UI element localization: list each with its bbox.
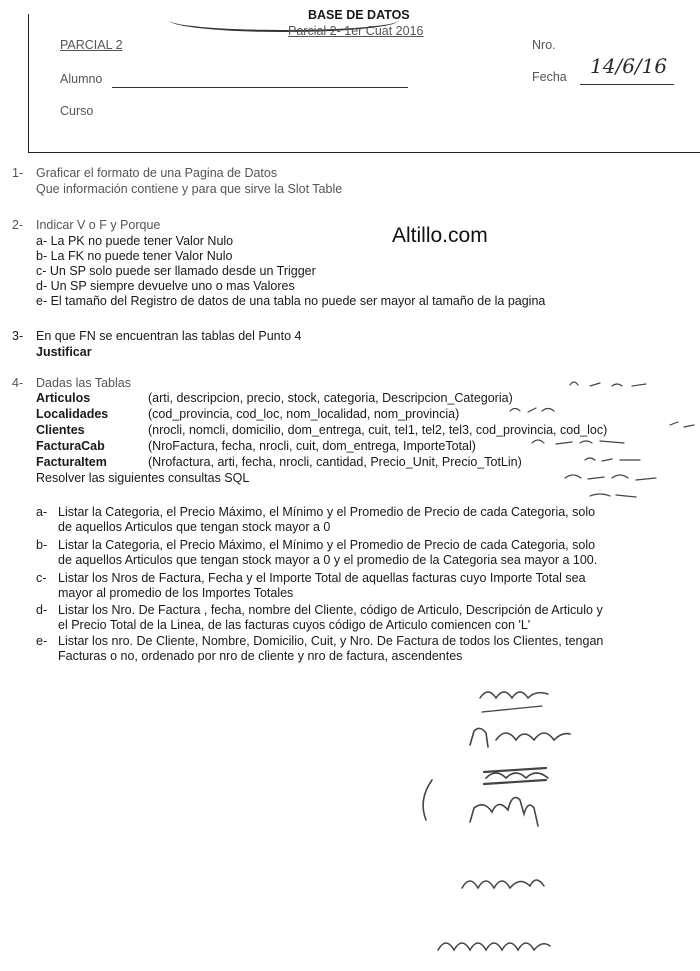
table-cols-clientes: (nrocli, nomcli, domicilio, dom_entrega, cuit, tel1, tel2, tel3, cod_provincia, cod_loc) <box>148 423 608 437</box>
query-c-line1: Listar los Nros de Factura, Fecha y el Importe Total de aquellas facturas cuyo Importe Total sea <box>58 571 586 585</box>
query-b-line2: de aquellos Articulos que tengan stock mayor a 0 y el promedio de la Categoria sea mayor a 100. <box>58 553 598 567</box>
q3-justificar: Justificar <box>36 345 92 359</box>
q2-item-c: c- Un SP solo puede ser llamado desde un Trigger <box>36 264 316 278</box>
q2-number: 2- <box>12 218 24 232</box>
q2-item-d: d- Un SP siempre devuelve uno o mas Valores <box>36 279 295 293</box>
alumno-label: Alumno <box>60 72 103 86</box>
query-a-line1: Listar la Categoria, el Precio Máximo, el Mínimo y el Promedio de Precio de cada Categoria, solo <box>58 505 596 519</box>
query-e-line1: Listar los nro. De Cliente, Nombre, Domicilio, Cuit, y Nro. De Factura de todos los Clientes, tengan <box>58 634 604 648</box>
watermark-text: Altillo.com <box>392 224 488 247</box>
query-a-label: a- <box>36 505 48 519</box>
table-name-articulos: Articulos <box>36 391 91 405</box>
query-a-line2: de aquellos Articulos que tengan stock mayor a 0 <box>58 520 331 534</box>
table-cols-articulos: (arti, descripcion, precio, stock, categoria, Descripcion_Categoria) <box>148 391 513 405</box>
table-name-clientes: Clientes <box>36 423 85 437</box>
parcial-label: PARCIAL 2 <box>60 38 123 52</box>
query-d-label: d- <box>36 603 48 617</box>
q2-item-b: b- La FK no puede tener Valor Nulo <box>36 249 233 263</box>
exam-subtitle: Parcial 2- 1er Cuat 2016 <box>288 24 424 38</box>
nro-label: Nro. <box>532 38 556 52</box>
query-c-line2: mayor al promedio de los Importes Totales <box>58 586 294 600</box>
exam-title: BASE DE DATOS <box>308 8 410 22</box>
q3-line1: En que FN se encuentran las tablas del Punto 4 <box>36 329 302 343</box>
query-d-line1: Listar los Nro. De Factura , fecha, nombre del Cliente, código de Articulo, Descripción de Articulo y <box>58 603 603 617</box>
table-name-facturaitem: FacturaItem <box>36 455 107 469</box>
curso-label: Curso <box>60 104 94 118</box>
table-cols-facturaitem: (Nrofactura, arti, fecha, nrocli, cantidad, Precio_Unit, Precio_TotLin) <box>148 455 522 469</box>
fecha-handwritten-value: 14/6/16 <box>590 54 668 78</box>
query-d-line2: el Precio Total de la Linea, de las facturas cuyos código de Articulo comiencen con 'L' <box>58 618 531 632</box>
table-cols-facturacab: (NroFactura, fecha, nrocli, cuit, dom_entrega, ImporteTotal) <box>148 439 476 453</box>
q2-item-e: e- El tamaño del Registro de datos de una tabla no puede ser mayor al tamaño de la pagina <box>36 294 546 308</box>
q3-number: 3- <box>12 329 24 343</box>
q1-number: 1- <box>12 166 24 180</box>
query-e-line2: Facturas o no, ordenado por nro de cliente y nro de factura, ascendentes <box>58 649 463 663</box>
query-c-label: c- <box>36 571 47 585</box>
query-e-label: e- <box>36 634 48 648</box>
query-b-label: b- <box>36 538 48 552</box>
fecha-label: Fecha <box>532 70 567 84</box>
q4-number: 4- <box>12 376 24 390</box>
q1-line2: Que información contiene y para que sirve la Slot Table <box>36 182 343 196</box>
table-cols-localidades: (cod_provincia, cod_loc, nom_localidad, nom_provincia) <box>148 407 460 421</box>
q2-intro: Indicar V o F y Porque <box>36 218 161 232</box>
q1-line1: Graficar el formato de una Pagina de Datos <box>36 166 278 180</box>
table-name-facturacab: FacturaCab <box>36 439 105 453</box>
table-name-localidades: Localidades <box>36 407 109 421</box>
query-b-line1: Listar la Categoria, el Precio Máximo, el Mínimo y el Promedio de Precio de cada Categoria, solo <box>58 538 596 552</box>
resolve-instruction: Resolver las siguientes consultas SQL <box>36 471 250 485</box>
q4-intro: Dadas las Tablas <box>36 376 131 390</box>
q2-item-a: a- La PK no puede tener Valor Nulo <box>36 234 234 248</box>
